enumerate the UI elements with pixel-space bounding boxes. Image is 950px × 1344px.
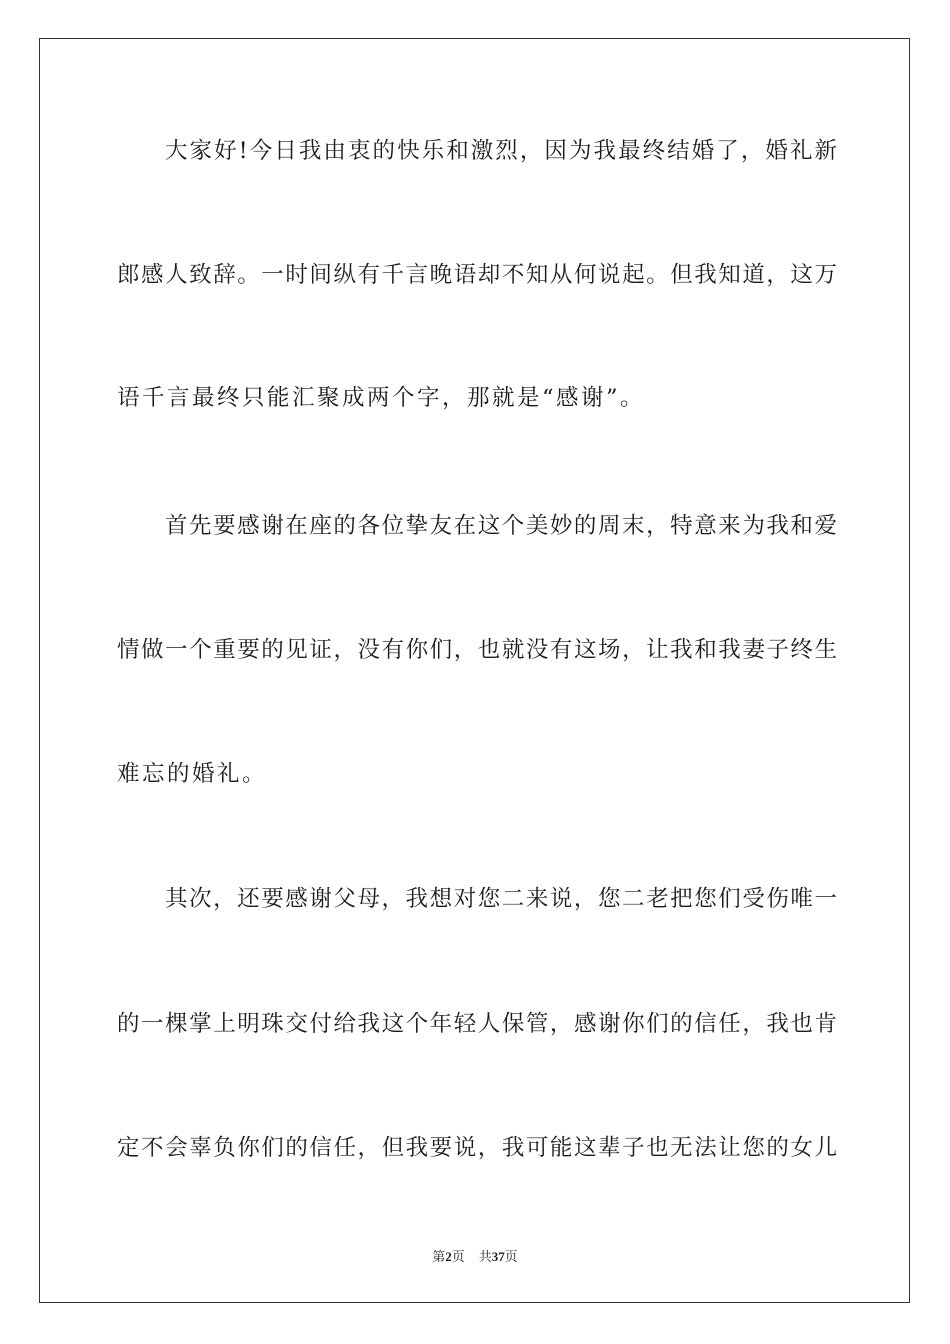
paragraph-2-line-3: 难忘的婚礼。 [117,761,268,787]
paragraph-3-line-3: 定不会辜负你们的信任，但我要说，我可能这辈子也无法让您的女儿 [117,1135,837,1161]
paragraph-3-line-2: 的一棵掌上明珠交付给我这个年轻人保管，感谢你们的信任，我也肯 [117,1011,837,1037]
page-footer [0,1248,950,1267]
paragraph-1-line-1: 大家好!今日我由衷的快乐和激烈，因为我最终结婚了，婚礼新 [165,138,837,164]
paragraph-3-line-1: 其次，还要感谢父母，我想对您二来说，您二老把您们受伤唯一 [165,886,837,912]
footer-total-suffix: 页 [504,1250,518,1265]
footer-total-prefix: 共 [478,1250,492,1265]
footer-page-number: 2 [445,1249,452,1264]
footer-page-prefix: 第 [432,1250,446,1265]
paragraph-2-line-2: 情做一个重要的见证，没有你们，也就没有这场，让我和我妻子终生 [117,637,837,663]
paragraph-2-line-1: 首先要感谢在座的各位挚友在这个美妙的周末，特意来为我和爱 [165,513,837,539]
paragraph-1-line-2: 郎感人致辞。一时间纵有千言晚语却不知从何说起。但我知道，这万 [117,262,837,288]
page-border [39,38,910,1303]
footer-page-suffix: 页 [451,1250,465,1265]
paragraph-1-line-3: 语千言最终只能汇聚成两个字，那就是“感谢”。 [117,385,646,411]
footer-total-pages: 37 [491,1249,505,1264]
